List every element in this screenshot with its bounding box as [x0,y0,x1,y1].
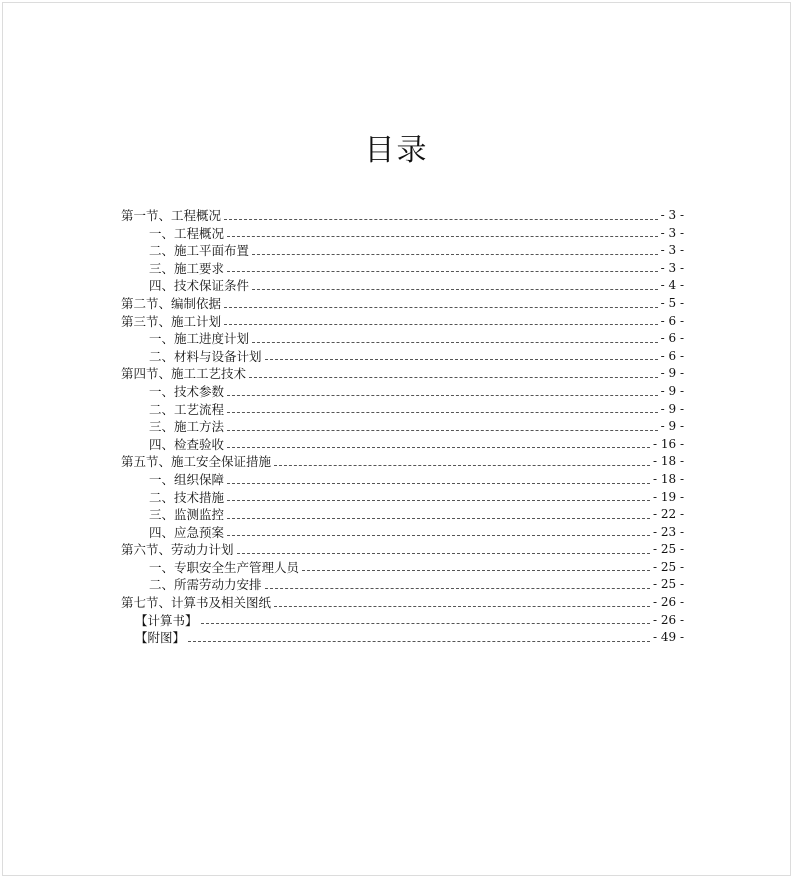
toc-entry-label: 三、监测监控 [149,507,225,523]
toc-entry-page-number: - 19 - [652,489,684,504]
toc-entry-page-number: - 25 - [652,577,684,592]
toc-entry-page-number: - 6 - [660,348,684,363]
toc-entry-label: 二、所需劳动力安排 [149,577,262,593]
toc-entry-page-number: - 18 - [652,471,684,486]
toc-entry-label: 三、施工方法 [149,419,225,435]
toc-dot-leader [274,606,650,607]
toc-entry[interactable] [121,401,684,419]
toc-entry-page-number: - 6 - [660,313,684,328]
document-page [2,2,791,876]
toc-dot-leader [252,342,658,343]
toc-entry[interactable] [121,594,684,612]
toc-dot-leader [201,623,650,624]
toc-entry[interactable] [121,524,684,542]
toc-entry-page-number: - 3 - [660,208,684,222]
toc-dot-leader [224,307,658,308]
toc-entry-page-number: - 22 - [652,507,684,522]
toc-entry[interactable] [121,471,684,489]
toc-entry-page-number: - 3 - [660,243,684,258]
toc-dot-leader [237,553,650,554]
toc-entry-label: 【计算书】 [135,612,198,628]
toc-dot-leader [227,412,658,413]
toc-dot-leader [274,465,650,466]
toc-entry[interactable] [121,295,684,313]
toc-entry-page-number: - 5 - [660,295,684,310]
toc-entry-label: 三、施工要求 [149,260,225,276]
toc-entry-page-number: - 18 - [652,454,684,469]
toc-entry[interactable] [121,348,684,366]
toc-entry[interactable] [121,383,684,401]
toc-dot-leader [188,641,650,642]
toc-entry[interactable] [121,330,684,348]
toc-entry[interactable] [121,242,684,260]
toc-entry[interactable] [121,541,684,559]
toc-entry-page-number: - 6 - [660,331,684,346]
toc-entry-label: 二、材料与设备计划 [149,348,262,364]
toc-dot-leader [227,518,650,519]
toc-entry-page-number: - 26 - [652,595,684,610]
toc-entry[interactable] [121,313,684,331]
toc-entry-label: 第七节、计算书及相关图纸 [121,595,272,611]
toc-entry-label: 一、组织保障 [149,471,225,487]
toc-dot-leader [227,430,658,431]
toc-entry-page-number: - 9 - [660,366,684,381]
toc-entry[interactable] [121,489,684,507]
toc-entry[interactable] [121,277,684,295]
toc-dot-leader [227,535,650,536]
toc-entry-label: 一、工程概况 [149,225,225,241]
toc-entry-page-number: - 4 - [660,278,684,293]
toc-entry-page-number: - 9 - [660,401,684,416]
toc-entry[interactable] [121,612,684,630]
toc-dot-leader [227,271,658,272]
toc-entry-page-number: - 49 - [652,630,684,645]
toc-entry-page-number: - 3 - [660,260,684,275]
toc-dot-leader [252,254,658,255]
toc-dot-leader [252,289,658,290]
toc-entry-label: 【附图】 [135,630,186,646]
toc-entry-label: 第六节、劳动力计划 [121,542,234,558]
toc-dot-leader [224,324,658,325]
toc-entry[interactable] [121,576,684,594]
toc-entry-page-number: - 25 - [652,559,684,574]
toc-dot-leader [227,500,650,501]
toc-dot-leader [224,219,658,220]
toc-entry[interactable] [121,260,684,278]
toc-entry-label: 一、施工进度计划 [149,331,250,347]
toc-entry[interactable] [121,365,684,383]
toc-entry-label: 四、应急预案 [149,524,225,540]
toc-entry[interactable] [121,436,684,454]
toc-entry-page-number: - 9 - [660,419,684,434]
toc-dot-leader [227,483,650,484]
toc-entry-label: 一、技术参数 [149,383,225,399]
toc-entry-label: 第三节、施工计划 [121,313,222,329]
toc-entry-label: 第四节、施工工艺技术 [121,366,247,382]
toc-entry-page-number: - 23 - [652,524,684,539]
toc-entry-page-number: - 16 - [652,436,684,451]
toc-entry-page-number: - 26 - [652,612,684,627]
toc-entry-label: 第二节、编制依据 [121,295,222,311]
toc-entry[interactable] [121,418,684,436]
toc-entry-label: 二、工艺流程 [149,401,225,417]
toc-list [121,207,684,647]
toc-entry[interactable] [121,207,684,225]
toc-entry-page-number: - 9 - [660,383,684,398]
toc-entry-label: 二、技术措施 [149,489,225,505]
toc-entry-label: 一、专职安全生产管理人员 [149,559,300,575]
toc-entry[interactable] [121,559,684,577]
toc-entry[interactable] [121,225,684,243]
toc-entry[interactable] [121,629,684,647]
toc-entry-label: 二、施工平面布置 [149,243,250,259]
toc-entry-page-number: - 25 - [652,542,684,557]
toc-entry-label: 第一节、工程概况 [121,208,222,223]
toc-entry-label: 四、检查验收 [149,436,225,452]
toc-dot-leader [227,395,658,396]
toc-dot-leader [265,359,658,360]
toc-dot-leader [227,236,658,237]
toc-entry-label: 四、技术保证条件 [149,278,250,294]
toc-dot-leader [249,377,658,378]
toc-dot-leader [302,570,650,571]
toc-entry[interactable] [121,506,684,524]
toc-entry-label: 第五节、施工安全保证措施 [121,454,272,470]
toc-dot-leader [227,447,650,448]
toc-entry[interactable] [121,453,684,471]
toc-title: 目录 [364,133,429,168]
toc-entry-page-number: - 3 - [660,225,684,240]
toc-dot-leader [265,588,650,589]
